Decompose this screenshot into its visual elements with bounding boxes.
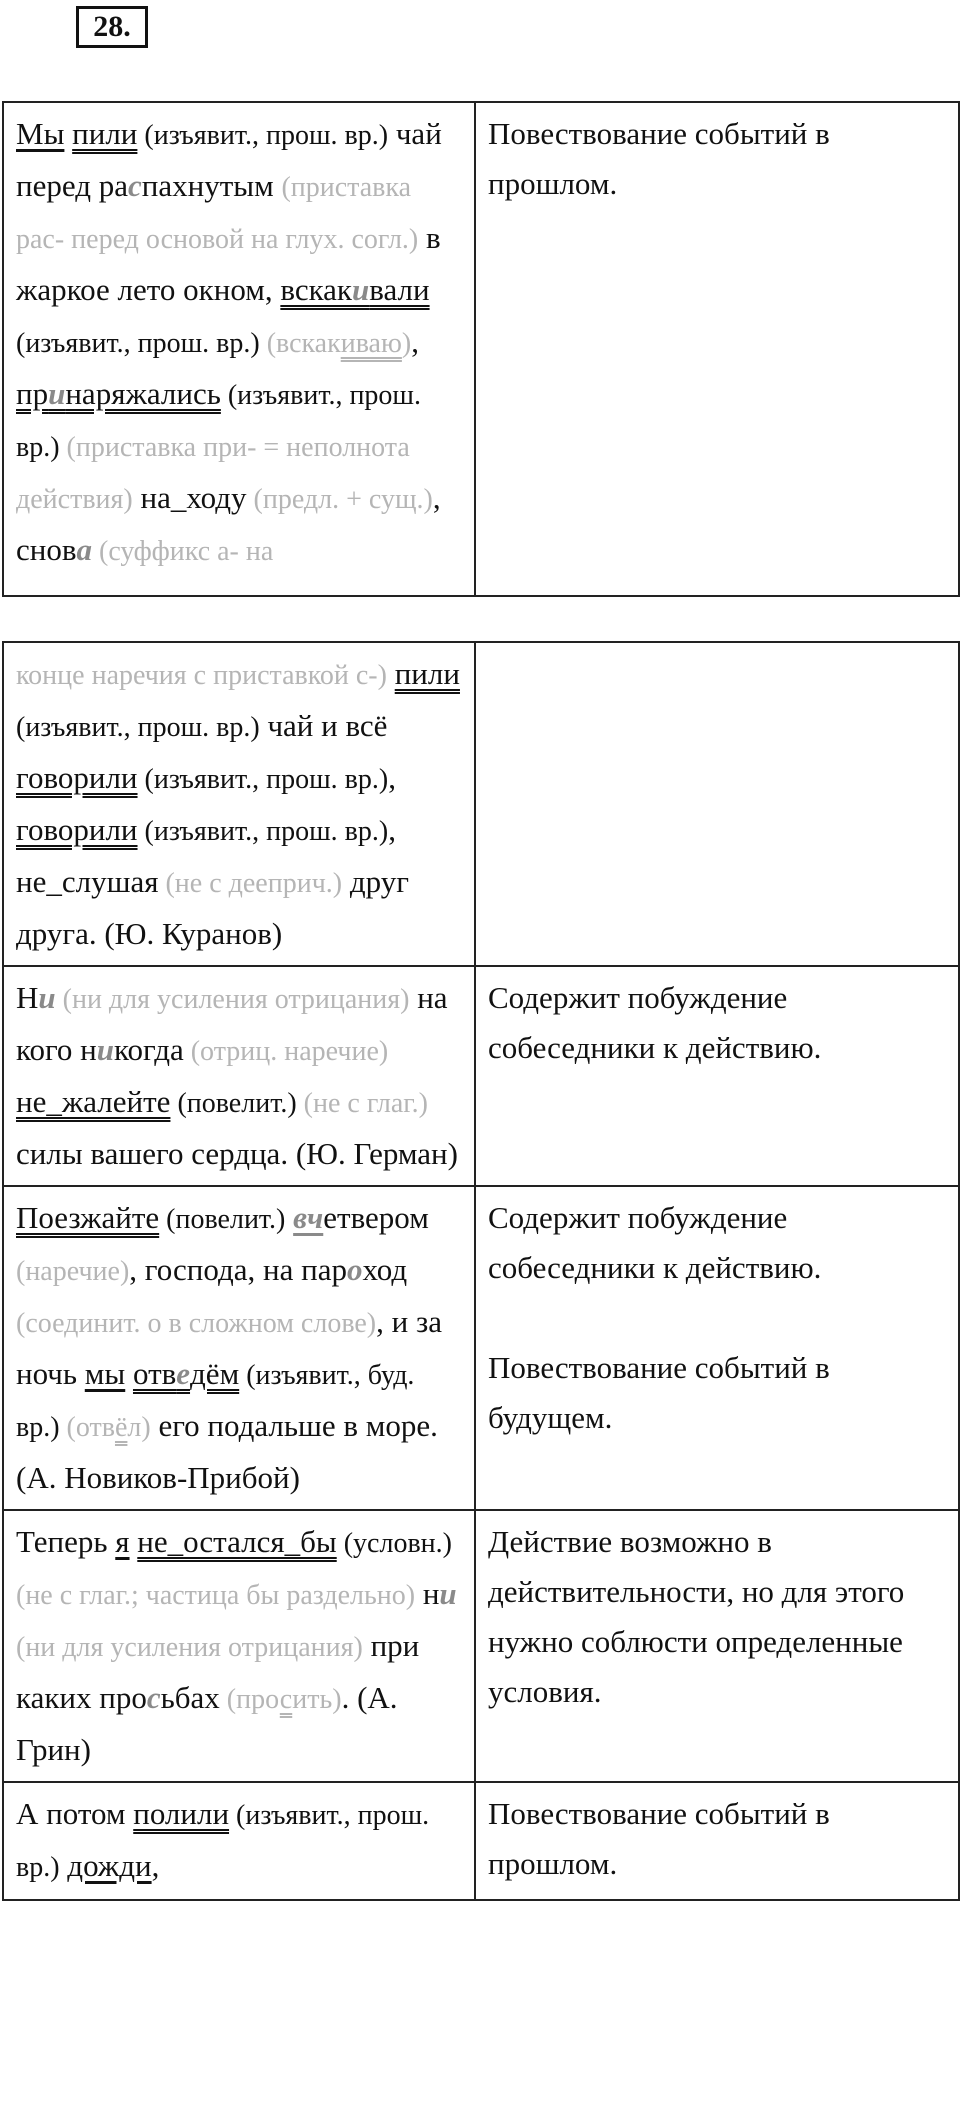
subject-word: мы: [84, 1356, 126, 1391]
text: , снов: [16, 480, 441, 567]
text: Н: [16, 980, 39, 1015]
sentence-cell: [3, 1782, 475, 1900]
subject-word: дожди: [67, 1848, 152, 1883]
spelling-letter: и: [439, 1576, 457, 1611]
text: ): [401, 328, 412, 359]
text: (про: [219, 1684, 280, 1715]
spelling-note: (соединит. о в сложном слове): [16, 1308, 377, 1339]
text: н: [415, 1576, 440, 1611]
text: пр: [16, 376, 49, 411]
table-row: [3, 966, 959, 1186]
text: в жаркое лето окном,: [16, 220, 441, 307]
mood-note: (изъявит., буд. вр.): [16, 1360, 415, 1443]
function-text: Содержит побуждение собеседники к действию.: [488, 1200, 822, 1285]
spelling-note: (не с глаг.): [296, 1088, 428, 1119]
spelling-note: (отриц. наречие): [183, 1036, 389, 1067]
mood-note: (изъявит., прош. вр.): [16, 712, 260, 743]
spelling-note: (ни для усиления отрицания): [55, 984, 410, 1015]
text: при каких про: [16, 1628, 420, 1715]
text: . (А. Грин): [16, 1680, 398, 1767]
text: ,: [411, 324, 419, 359]
text: ,: [151, 1848, 160, 1883]
mood-note: (условн.): [336, 1528, 452, 1559]
text: етвером: [323, 1200, 429, 1235]
spelling-note: (не с глаг.; частица бы раздельно): [16, 1580, 416, 1611]
spelling-note: [220, 1684, 342, 1715]
predicate-word: [280, 272, 429, 307]
sentence-cell: [3, 966, 475, 1186]
function-cell: Содержит побуждение собеседники к действию.: [475, 966, 959, 1186]
spelling-letter: с: [146, 1680, 161, 1715]
text: , не_слушая: [16, 812, 396, 899]
text: ьбах: [160, 1680, 220, 1715]
mood-note: (повелит.): [170, 1088, 297, 1119]
text: пахнутым: [141, 168, 282, 203]
mood-note: (изъявит., прош. вр.): [137, 120, 389, 151]
function-cell: Повествование событий в прошлом.: [475, 102, 959, 596]
text: А потом: [16, 1796, 134, 1831]
predicate-word: [16, 376, 221, 411]
spelling-letter: а: [76, 532, 92, 567]
text: л): [127, 1412, 151, 1443]
spelling-note: конце наречия с приставкой с-): [16, 660, 387, 691]
mood-note: (изъявит., прош. вр.): [16, 1800, 430, 1883]
analysis-table-part1: [2, 101, 960, 597]
spelling-note: (наречие): [16, 1256, 130, 1287]
text: иваю: [340, 328, 402, 359]
text: ё: [114, 1412, 128, 1443]
predicate-word: пили: [394, 656, 460, 691]
mood-note: (изъявит., прош. вр.): [16, 380, 421, 463]
function-cell: Действие возможно в действительности, но для этого нужно соблюсти определенные условия.: [475, 1510, 959, 1782]
predicate-word: говорили: [16, 760, 138, 795]
sentence-cell: [3, 642, 475, 966]
subject-word: я: [115, 1524, 130, 1559]
text: его подальше в море. (А. Новиков-Прибой): [16, 1408, 438, 1495]
spelling-letter: и: [352, 272, 370, 307]
spelling-note: (приставка при- = неполнота действия): [16, 432, 410, 515]
spelling-note: [260, 328, 412, 359]
spelling-note: (не с дееприч.): [158, 868, 343, 899]
predicate-word: пили: [72, 116, 138, 151]
text: когда: [114, 1032, 184, 1067]
text: чай и всё: [259, 708, 388, 743]
predicate-word: не_жалейте: [16, 1084, 171, 1119]
text: отв: [132, 1356, 177, 1391]
text: на_ходу: [132, 480, 247, 515]
text: чай перед ра: [16, 116, 442, 203]
text: вали: [369, 272, 430, 307]
table-row: [3, 102, 959, 596]
spelling-letter: е: [176, 1356, 191, 1391]
table-row: [3, 642, 959, 966]
mood-note: (изъявит., прош. вр.): [16, 328, 260, 359]
text: ить): [292, 1684, 342, 1715]
text: [125, 1356, 133, 1391]
table-row: [3, 1186, 959, 1510]
spelling-note: [60, 1412, 151, 1443]
predicate-word: Поезжайте: [16, 1200, 160, 1235]
text: , господа, на пар: [129, 1252, 347, 1287]
text: ,: [388, 760, 396, 795]
subject-word: Мы: [16, 116, 65, 151]
analysis-table-part2: [2, 641, 960, 1901]
text: (отв: [59, 1412, 115, 1443]
mood-note: (изъявит., прош. вр.): [137, 764, 389, 795]
text: с: [279, 1684, 293, 1715]
text: силы вашего сердца. (Ю. Герман): [16, 1136, 458, 1171]
sentence-cell: [3, 1186, 475, 1510]
spelling-note: (приставка рас- перед основой на глух. согл.): [16, 172, 419, 255]
sentence-cell: [3, 102, 475, 596]
predicate-word: говорили: [16, 812, 138, 847]
spelling-letter: и: [38, 980, 56, 1015]
predicate-word: не_остался_бы: [137, 1524, 337, 1559]
function-cell: Повествование событий в прошлом.: [475, 1782, 959, 1900]
spelling-note: (ни для усиления отрицания): [16, 1632, 363, 1663]
spelling-letter: вч: [293, 1200, 324, 1235]
sentence-cell: [3, 1510, 475, 1782]
text: ход: [362, 1252, 408, 1287]
spelling-letter: с: [127, 168, 142, 203]
function-cell: [475, 1186, 959, 1510]
exercise-number: 28.: [76, 6, 148, 48]
text: друг друга. (Ю. Куранов): [16, 864, 409, 951]
mood-note: (изъявит., прош. вр.): [137, 816, 389, 847]
spelling-letter: и: [48, 376, 66, 411]
spelling-note: (предл. + сущ.): [246, 484, 433, 515]
text: наряжались: [65, 376, 221, 411]
table-row: [3, 1782, 959, 1900]
text: дём: [190, 1356, 240, 1391]
text: (вскак: [259, 328, 341, 359]
spacer: [488, 1293, 948, 1343]
text: Теперь: [16, 1524, 116, 1559]
text: на кого н: [16, 980, 448, 1067]
function-cell: [475, 642, 959, 966]
mood-note: (повелит.): [159, 1204, 286, 1235]
predicate-word: [133, 1356, 239, 1391]
spelling-note: (суффикс а- на: [92, 536, 274, 567]
predicate-word: полили: [133, 1796, 230, 1831]
function-text: Повествование событий в будущем.: [488, 1350, 830, 1435]
table-row: [3, 1510, 959, 1782]
text: вскак: [280, 272, 352, 307]
spelling-letter: и: [96, 1032, 115, 1067]
text: , и за ночь: [16, 1304, 442, 1391]
spelling-letter: о: [346, 1252, 363, 1287]
